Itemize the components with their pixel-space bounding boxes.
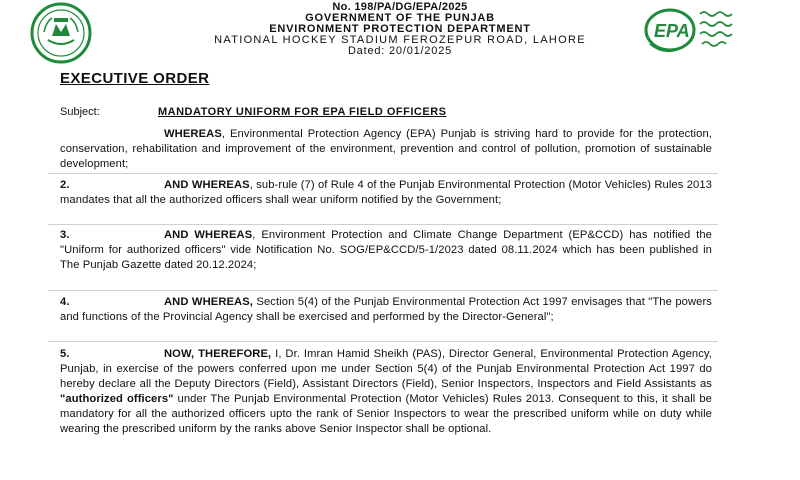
department-name: ENVIRONMENT PROTECTION DEPARTMENT [269, 23, 531, 35]
subject-label: Subject: [60, 106, 100, 118]
paragraph-number: 2. [60, 179, 70, 191]
government-name: GOVERNMENT OF THE PUNJAB [305, 12, 495, 24]
paragraph-number: 3. [60, 229, 70, 241]
paragraph-number: 5. [60, 348, 70, 360]
reference-number: No. 198/PA/DG/EPA/2025 [332, 1, 468, 13]
paragraph-text: , Environmental Protection Agency (EPA) Punjab is striving hard to provide for the protection, conservation, rehabilitation and improvement of the environment, prevention and control of pollution, promotion of sustainable development; [60, 128, 712, 170]
paragraph-lead: NOW, THEREFORE, [164, 348, 272, 360]
paragraph-lead: WHEREAS [164, 128, 222, 140]
paragraph-text: , Environment Protection and Climate Change Department (EP&CCD) has notified the "Uniform for authorized officers" vide Notification No. SOG/EP&CCD/5-1/2023 dated 08.11.2024 which has been published in The Punjab Gazette dated 20.12.2024; [60, 229, 712, 271]
paragraph-2 [60, 178, 712, 208]
divider [48, 224, 718, 225]
paragraph-text: I, Dr. Imran Hamid Sheikh (PAS), Director General, Environmental Protection Agency, Punjab, in exercise of the powers conferred upon me under Section 5(4) of the Punjab Environmental Protection Act 1997 do hereby declare all the Deputy Directors (Field), Assistant Directors (Field), Senior Inspectors, Inspectors and Field Assistants as [60, 348, 713, 390]
paragraph-text: , sub-rule (7) of Rule 4 of the Punjab Environmental Protection (Motor Vehicles) Rules 2013 mandates that all the authorized officers shall wear uniform notified by the Government; [60, 179, 712, 206]
paragraph-4 [60, 295, 712, 325]
paragraph-text: Section 5(4) of the Punjab Environmental Protection Act 1997 envisages that "The powers and functions of the Provincial Agency shall be exercised and performed by the Director-General"; [60, 296, 712, 323]
divider [48, 290, 718, 291]
paragraph-3 [60, 228, 712, 273]
order-title: EXECUTIVE ORDER [60, 70, 210, 87]
paragraph-lead: AND WHEREAS, [164, 296, 254, 308]
epa-logo-text: EPA [654, 21, 690, 41]
paragraph-text: under The Punjab Environmental Protection (Motor Vehicles) Rules 2013. Consequent to this, it shall be mandatory for all the authorized officers upto the rank of Senior Inspectors to wear the prescribed uniform while on duty while wearing the prescribed uniform by the ranks above Senior Inspector shall be optional. [60, 393, 712, 435]
paragraph-lead: AND WHEREAS [164, 229, 253, 241]
subject-text: MANDATORY UNIFORM FOR EPA FIELD OFFICERS [158, 106, 447, 118]
date: Dated: 20/01/2025 [347, 45, 453, 57]
authorized-officers-emphasis: "authorized officers" [60, 393, 174, 405]
paragraph-1 [60, 127, 712, 172]
paragraph-number: 4. [60, 296, 70, 308]
address: NATIONAL HOCKEY STADIUM FEROZEPUR ROAD, LAHORE [214, 34, 586, 46]
divider [48, 173, 718, 174]
epa-logo-icon [640, 4, 746, 62]
paragraph-lead: AND WHEREAS [164, 179, 250, 191]
divider [48, 341, 718, 342]
paragraph-5 [60, 347, 712, 437]
